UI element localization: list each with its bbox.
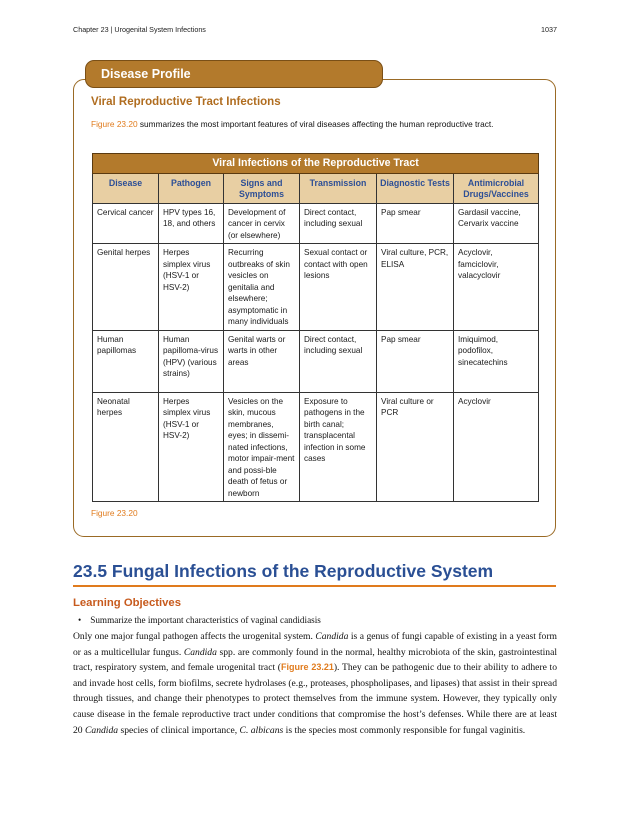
- figure-link[interactable]: Figure 23.20: [91, 119, 138, 129]
- table-cell: Genital warts or warts in other areas: [224, 330, 300, 392]
- column-header: Signs and Symptoms: [224, 174, 300, 204]
- figure-link[interactable]: Figure 23.21: [281, 662, 334, 673]
- page-number: 1037: [541, 25, 557, 34]
- viral-infections-table: [92, 153, 539, 502]
- table-cell: Acyclovir: [454, 392, 539, 501]
- column-header: Disease: [93, 174, 159, 204]
- text-run: is the species most commonly responsible for fungal vaginitis.: [283, 724, 526, 736]
- heading-rule: [73, 585, 556, 587]
- column-header: Diagnostic Tests: [377, 174, 454, 204]
- table-header-row: [93, 174, 539, 204]
- text-run: species of clinical importance,: [118, 724, 240, 736]
- table-cell: Exposure to pathogens in the birth canal; transplacental infection in some cases: [300, 392, 377, 501]
- column-header: Pathogen: [159, 174, 224, 204]
- table-cell: Herpes simplex virus (HSV-1 or HSV-2): [159, 392, 224, 501]
- text-run: Only one major fungal pathogen affects the urogenital system.: [73, 631, 316, 642]
- bullet: •: [78, 615, 82, 625]
- table-cell: Direct contact, including sexual: [300, 204, 377, 244]
- table-cell: Pap smear: [377, 330, 454, 392]
- body-paragraph: [73, 629, 557, 738]
- section-heading: 23.5 Fungal Infections of the Reproductive System: [73, 561, 494, 581]
- table-cell: Sexual contact or contact with open lesions: [300, 244, 377, 330]
- running-header: [73, 25, 557, 34]
- learning-objective-item: [78, 615, 321, 625]
- learning-objective-text: Summarize the important characteristics of vaginal candidiasis: [90, 615, 321, 625]
- table-row: [93, 204, 539, 244]
- learning-objectives-title: Learning Objectives: [73, 597, 181, 609]
- table-cell: Vesicles on the skin, mucous membranes, eyes; in dissemi-nated infections, motor impair-ment and possi-ble death of fetus or newborn: [224, 392, 300, 501]
- chapter-title: Chapter 23 | Urogenital System Infections: [73, 25, 206, 34]
- disease-profile-tab: Disease Profile: [85, 60, 383, 88]
- table-cell: Pap smear: [377, 204, 454, 244]
- column-header: Antimicrobial Drugs/Vaccines: [454, 174, 539, 204]
- table-cell: Recurring outbreaks of skin vesicles on genitalia and elsewhere; asymptomatic in many individuals: [224, 244, 300, 330]
- species-name: C. albicans: [239, 724, 284, 736]
- profile-section-title: Viral Reproductive Tract Infections: [91, 96, 281, 108]
- table-cell: Cervical cancer: [93, 204, 159, 244]
- profile-intro: [91, 119, 493, 129]
- table-cell: Imiquimod, podofilox, sinecatechins: [454, 330, 539, 392]
- table-cell: Human papilloma-virus (HPV) (various strains): [159, 330, 224, 392]
- table-row: [93, 244, 539, 330]
- text-run: ). They can be pathogenic due to their ability to adhere to and invade host cells, form biofilms, secrete hydrolases (e.g., proteases, phospholipases, and lipases) that assist in their spread through tissues, and change their phenotypes to protect themselves from the immune system. However, they typically only cause disease in the female reproductive tract under conditions that compromise the host’s defenses. While there are at least 20: [73, 662, 557, 736]
- table-cell: Viral culture, PCR, ELISA: [377, 244, 454, 330]
- table-row: [93, 330, 539, 392]
- table-cell: Human papillomas: [93, 330, 159, 392]
- table-cell: Gardasil vaccine, Cervarix vaccine: [454, 204, 539, 244]
- column-header: Transmission: [300, 174, 377, 204]
- text-run: spp. are commonly found in the normal, healthy microbiota of the skin, gastrointestinal tract, respiratory system, and female urogenital tract (: [73, 646, 557, 674]
- genus-name: Candida: [315, 631, 349, 642]
- intro-text: summarizes the most important features of viral diseases affecting the human reproductive tract.: [137, 119, 494, 129]
- table-row: [93, 392, 539, 501]
- table-cell: Acyclovir, famciclovir, valacyclovir: [454, 244, 539, 330]
- table-cell: Genital herpes: [93, 244, 159, 330]
- table-caption: Viral Infections of the Reproductive Tract: [93, 154, 539, 174]
- table-cell: Development of cancer in cervix (or elsewhere): [224, 204, 300, 244]
- table-cell: Direct contact, including sexual: [300, 330, 377, 392]
- genus-name: Candida: [85, 724, 119, 736]
- genus-name: Candida: [183, 646, 217, 658]
- figure-label: Figure 23.20: [91, 508, 138, 518]
- text-run: is a genus of fungi capable of existing in a yeast form or as a multicellular fungus.: [73, 631, 557, 658]
- table-cell: Neonatal herpes: [93, 392, 159, 501]
- table-cell: HPV types 16, 18, and others: [159, 204, 224, 244]
- table-cell: Viral culture or PCR: [377, 392, 454, 501]
- table-cell: Herpes simplex virus (HSV-1 or HSV-2): [159, 244, 224, 330]
